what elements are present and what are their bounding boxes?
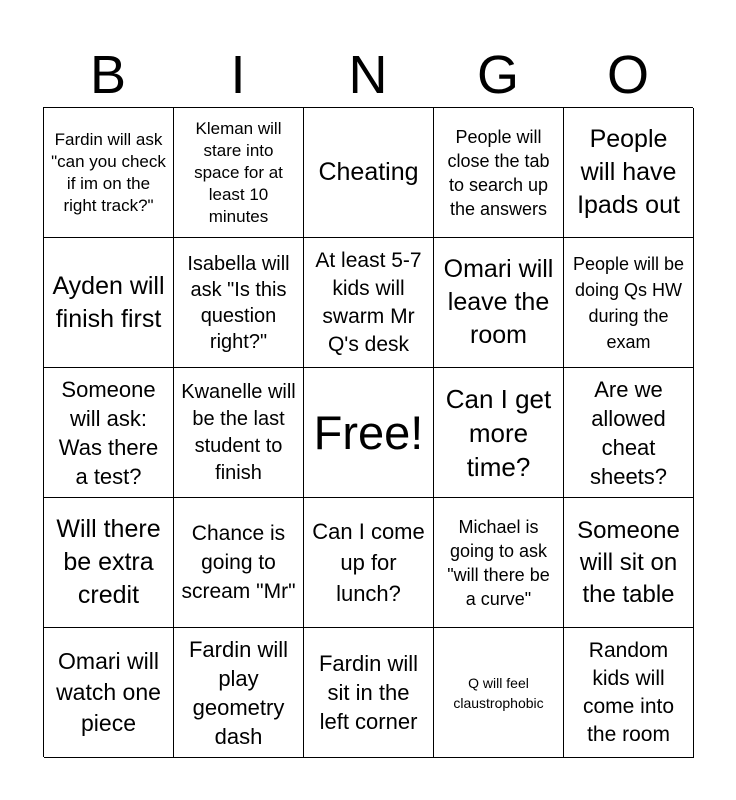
cell-text: People will be doing Qs HW during the exam <box>572 253 685 352</box>
cell-text: Are we allowed cheat sheets? <box>589 376 668 489</box>
bingo-cell-r4c5[interactable] <box>564 498 694 628</box>
bingo-cell-r2c4[interactable] <box>434 238 564 368</box>
cell-text: Omari will leave the room <box>443 255 554 349</box>
header-letter-i: I <box>230 45 246 105</box>
cell-text: Michael is going to ask "will there be a curve" <box>447 516 550 609</box>
bingo-cell-r1c1[interactable] <box>44 108 174 238</box>
cell-text: Omari will watch one piece <box>56 648 161 736</box>
bingo-cell-r3c4[interactable] <box>434 368 564 498</box>
cell-text: Fardin will ask "can you check if im on the right track?" <box>51 129 166 215</box>
bingo-cell-r5c5[interactable] <box>564 628 694 758</box>
bingo-cell-r4c1[interactable] <box>44 498 174 628</box>
header-letter-g: G <box>476 45 519 105</box>
bingo-header <box>43 44 693 106</box>
bingo-cell-r3c5[interactable] <box>564 368 694 498</box>
cell-text: People will have Ipads out <box>577 125 680 219</box>
bingo-cell-r3c1[interactable] <box>44 368 174 498</box>
bingo-cell-r2c2[interactable] <box>174 238 304 368</box>
cell-text: Cheating <box>318 158 419 186</box>
cell-text: Someone will sit on the table <box>577 516 680 608</box>
cell-text: Kleman will stare into space for at least 10 minutes <box>194 118 283 226</box>
bingo-cell-r5c2[interactable] <box>174 628 304 758</box>
cell-text: Fardin will play geometry dash <box>188 636 289 749</box>
bingo-cell-r4c2[interactable] <box>174 498 304 628</box>
bingo-cell-r3c2[interactable] <box>174 368 304 498</box>
bingo-cell-r2c1[interactable] <box>44 238 174 368</box>
cell-text: Will there be extra credit <box>56 515 161 609</box>
bingo-cell-r5c4[interactable] <box>434 628 564 758</box>
bingo-cell-r4c3[interactable] <box>304 498 434 628</box>
header-letter-b: B <box>89 45 127 105</box>
bingo-cell-r4c4[interactable] <box>434 498 564 628</box>
bingo-cell-r2c3[interactable] <box>304 238 434 368</box>
bingo-board <box>43 107 693 757</box>
cell-text: Can I come up for lunch? <box>312 519 425 606</box>
bingo-cell-r1c5[interactable] <box>564 108 694 238</box>
bingo-cell-free[interactable] <box>304 368 434 498</box>
cell-text: Chance is going to scream "Mr" <box>181 522 296 603</box>
bingo-cell-r1c3[interactable] <box>304 108 434 238</box>
bingo-cell-r5c3[interactable] <box>304 628 434 758</box>
free-space-text: Free! <box>313 405 424 459</box>
bingo-cell-r5c1[interactable] <box>44 628 174 758</box>
cell-text: Q will feel claustrophobic <box>453 674 544 711</box>
header-letter-n: N <box>348 45 388 105</box>
bingo-cell-r1c4[interactable] <box>434 108 564 238</box>
cell-text: Isabella will ask "Is this question right?" <box>187 252 290 353</box>
cell-text: Ayden will finish first <box>52 271 165 333</box>
header-letter-o: O <box>606 45 649 105</box>
cell-text: Random kids will come into the room <box>582 638 675 746</box>
cell-text: Someone will ask: Was there a test? <box>58 376 159 489</box>
bingo-cell-r1c2[interactable] <box>174 108 304 238</box>
bingo-cell-r2c5[interactable] <box>564 238 694 368</box>
cell-text: At least 5-7 kids will swarm Mr Q's desk <box>315 248 422 356</box>
cell-text: Fardin will sit in the left corner <box>318 651 419 734</box>
cell-text: People will close the tab to search up the answers <box>447 126 550 219</box>
cell-text: Kwanelle will be the last student to finish <box>181 380 296 484</box>
cell-text: Can I get more time? <box>445 383 552 482</box>
